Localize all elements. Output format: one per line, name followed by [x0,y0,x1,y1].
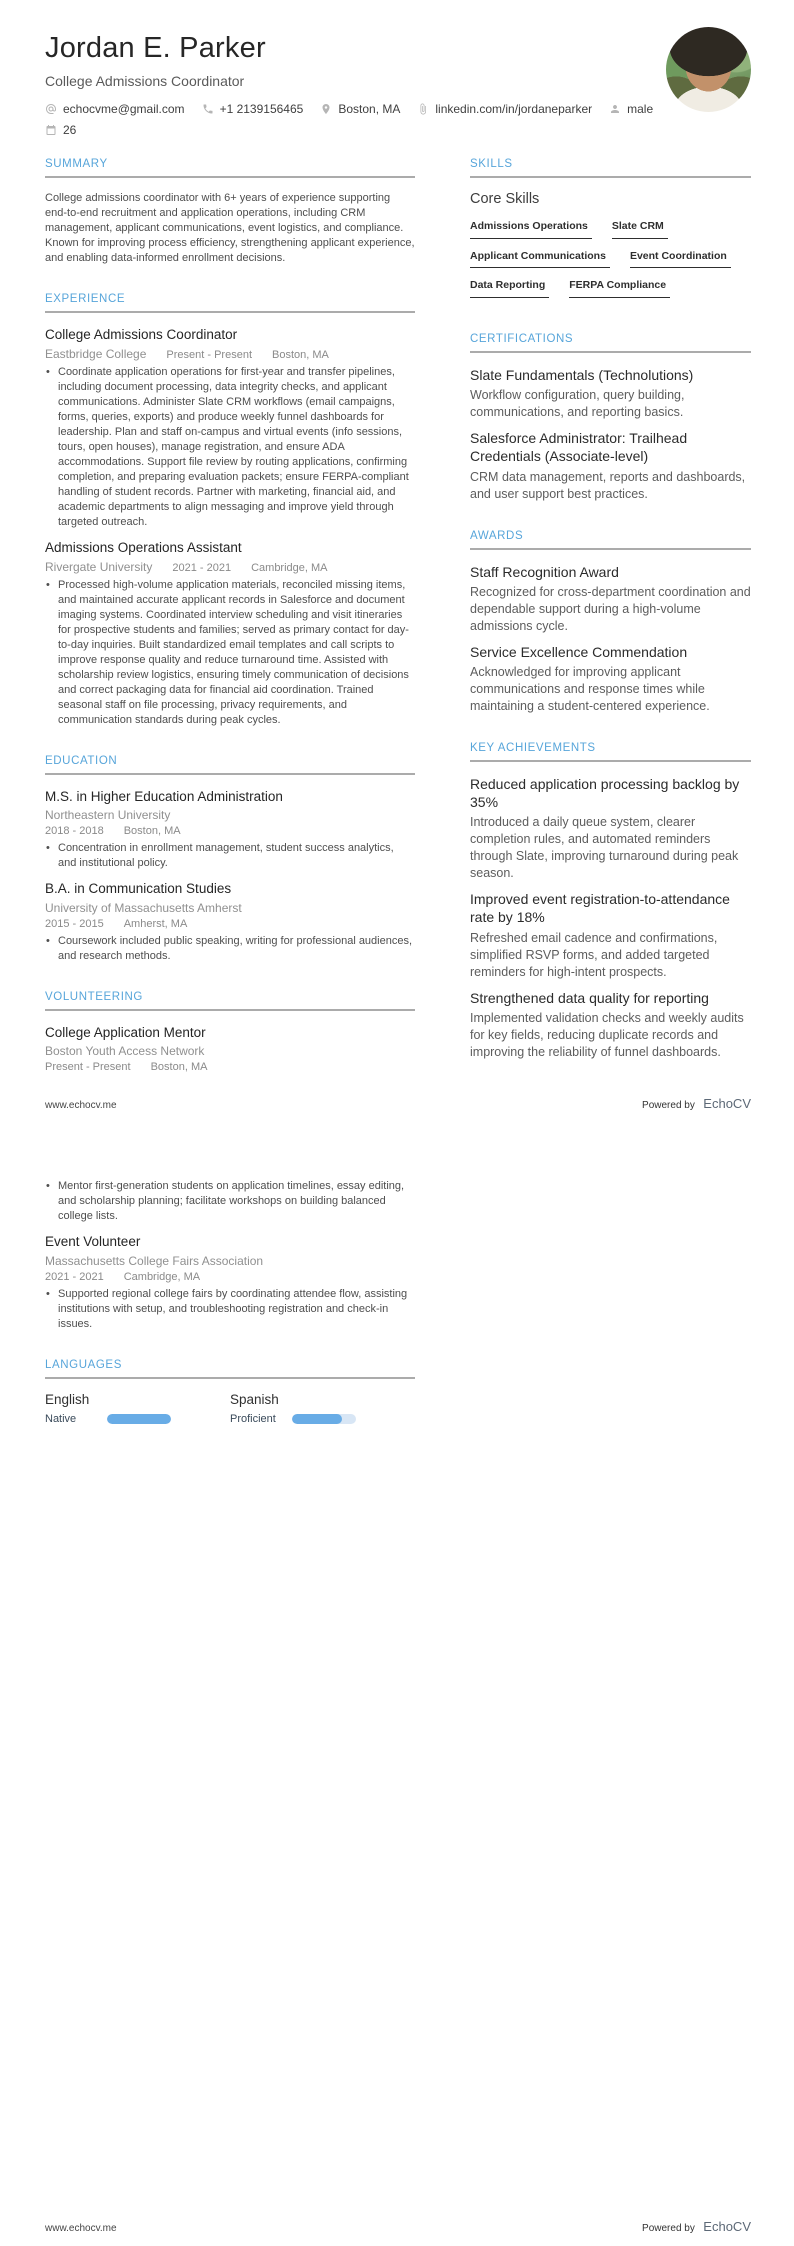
role-meta [45,1271,415,1283]
person-icon [609,103,621,115]
page-footer [45,2218,751,2236]
achievement-desc: Refreshed email cadence and confirmations, simplified RSVP forms, and added targeted reminders for high-intent prospects. [470,930,718,979]
contact-location [320,102,400,116]
skill-tag: Data Reporting [470,280,549,298]
degree-location: Boston, MA [123,825,181,838]
job-dates: Present - Present [166,348,252,361]
experience-entry [45,326,415,530]
contact-linkedin[interactable] [417,102,592,116]
role-title: Event Volunteer [45,1234,141,1249]
skill-tag: Event Coordination [630,251,731,269]
language-bar-fill [107,1414,171,1424]
contact-linkedin-text: linkedin.com/in/jordaneparker [435,102,593,117]
contact-email[interactable] [45,102,185,116]
section-awards [470,530,751,715]
role-dates: Present - Present [45,1061,131,1074]
achievement-item [470,775,751,882]
language-row [45,1413,211,1425]
job-bullet: • Processed high-volume application materials, reconciled missing items, and maintained accurate applicant records in Salesforce and document imaging systems. Coordinated interview scheduling and visit itineraries for prospective students and families; served as primary contact for day-to-day inquiries. Built standardized email templates and call scripts to improve response quality and reduce turnaround time. Assisted with scholarship review logistics, ensuring timely communication of decisions and correct packaging data for financial aid coordination. Trained seasonal staff on file processing, privacy requirements, and communication standards during peak cycles. [45,578,415,728]
site-link[interactable]: www.echocv.me [45,1100,117,1111]
org-name: Boston Youth Access Network [45,1044,205,1059]
contact-phone-text: +1 2139156465 [219,102,304,117]
section-rule [45,1377,415,1379]
section-heading-certifications: CERTIFICATIONS [470,332,574,345]
job-location: Boston, MA [272,348,329,361]
award-desc: Recognized for cross-department coordination and dependable support during a high-volume admissions cycle. [470,584,751,633]
degree-title: M.S. in Higher Education Administration [45,788,283,804]
job-bullet: • Coordinate application operations for first-year and transfer pipelines, including document processing, data integrity checks, and applicant communications. Administer Slate CRM workflows (email campaigns, forms, queries, exports) and produce weekly funnel dashboards for leadership. Plan and staff on-campus and virtual events (info sessions, tours, open houses), manage registration, and ensure ADA accommodations. Support file review by routing applications, confirming completion, and preparing evaluation packets; ensure FERPA-compliant handling of student records. Partner with marketing, financial aid, and academic departments to align messaging and improve yield through targeted outreach. [45,365,415,530]
page-2 [0,1123,794,2246]
achievement-desc: Introduced a daily queue system, clearer completion rules, and automated reminders through Slate, improving turnaround during peak season. [470,815,739,881]
award-item [470,643,751,715]
contact-row-1 [45,102,751,116]
person-job-title: College Admissions Coordinator [45,73,245,90]
role-location: Cambridge, MA [123,1270,201,1283]
section-heading-volunteering: VOLUNTEERING [45,990,143,1003]
job-title: Admissions Operations Assistant [45,539,242,555]
location-icon [320,103,332,115]
skill-tag: FERPA Compliance [569,280,670,298]
achievement-item [470,890,751,980]
language-item [45,1392,211,1425]
language-bar-track [292,1414,356,1424]
powered-by [642,2218,751,2236]
section-rule [470,351,751,353]
skill-tag: Slate CRM [612,221,668,239]
section-rule [470,176,751,178]
powered-by-text: Powered by [642,1100,695,1111]
language-bar-track [107,1414,171,1424]
person-name: Jordan E. Parker [45,32,266,64]
contact-gender [609,102,653,116]
calendar-icon [45,124,57,136]
achievement-name: Reduced application processing backlog by 35% [470,775,740,811]
certification-item [470,429,751,502]
job-dates: 2021 - 2021 [172,561,232,574]
school-name: Northeastern University [45,808,171,823]
section-heading-key-achievements: KEY ACHIEVEMENTS [470,741,596,754]
section-volunteering-continued [45,1179,415,1332]
language-name: Spanish [230,1391,279,1407]
degree-title: B.A. in Communication Studies [45,881,232,897]
section-heading-awards: AWARDS [470,529,524,542]
role-meta [45,1061,415,1073]
section-volunteering [45,991,415,1074]
echocv-brand[interactable]: EchoCV [703,2219,751,2234]
education-entry [45,880,415,964]
section-heading-skills: SKILLS [470,158,513,171]
volunteering-entry [45,1179,415,1224]
award-item [470,563,751,635]
award-desc: Acknowledged for improving applicant communications and response times while maintaining a student-centered experience. [470,664,710,713]
site-link[interactable]: www.echocv.me [45,2223,117,2234]
skill-group-title: Core Skills [470,191,540,208]
contact-email-text: echocvme@gmail.com [63,102,185,117]
left-column [45,1175,415,1452]
link-icon [417,103,429,115]
degree-bullet: • Concentration in enrollment management, student success analytics, and institutional policy. [45,841,415,871]
job-company: Rivergate University [45,559,153,574]
section-heading-education: EDUCATION [45,754,118,767]
section-key-achievements [470,742,751,1061]
page-2-columns [0,1123,794,1452]
job-title: College Admissions Coordinator [45,327,238,343]
phone-icon [202,103,214,115]
powered-by-text: Powered by [642,2223,695,2234]
contact-info [45,102,751,137]
award-name: Service Excellence Commendation [470,643,688,660]
section-rule [45,1009,415,1011]
section-rule [45,311,415,313]
email-icon [45,103,57,115]
right-column [470,1175,751,1452]
language-name: English [45,1391,90,1407]
job-meta [45,347,415,361]
experience-entry [45,539,415,728]
award-name: Staff Recognition Award [470,563,619,580]
language-level: Native [45,1412,77,1425]
section-summary [45,158,415,266]
degree-dates: 2018 - 2018 [45,825,104,838]
contact-age [45,123,76,137]
section-languages [45,1359,415,1425]
section-experience [45,293,415,727]
powered-by [642,1095,751,1113]
role-dates: 2021 - 2021 [45,1270,104,1283]
language-level: Proficient [230,1412,276,1425]
education-entry [45,788,415,872]
section-certifications [470,333,751,503]
section-rule [45,176,415,178]
role-bullet: • Supported regional college fairs by coordinating attendee flow, assisting institutions with setup, and troubleshooting registration and check-in issues. [45,1287,415,1332]
role-bullet: • Mentor first-generation students on application timelines, essay editing, and scholarship planning; facilitate workshops on building balanced college lists. [45,1179,415,1224]
volunteering-entry [45,1233,415,1332]
page-1-columns [0,158,794,1100]
achievement-name: Strengthened data quality for reporting [470,989,709,1006]
page-footer [45,1095,751,1113]
certification-name: Salesforce Administrator: Trailhead Credentials (Associate-level) [470,430,688,465]
achievement-desc: Implemented validation checks and weekly audits for key fields, reducing duplicate records and improving the reliability of funnel dashboards. [470,1010,744,1059]
job-meta [45,560,415,574]
certification-desc: CRM data management, reports and dashboards, and user support best practices. [470,469,746,501]
school-name: University of Massachusetts Amherst [45,900,242,915]
section-skills [470,158,751,306]
skill-tag: Admissions Operations [470,221,592,239]
degree-bullet: • Coursework included public speaking, writing for professional audiences, and research methods. [45,934,415,964]
skill-tags [470,217,751,306]
header [0,0,794,137]
contact-phone [202,102,304,116]
degree-meta [45,918,415,930]
skill-tag: Applicant Communications [470,251,610,269]
language-item [230,1392,396,1425]
right-column [470,158,751,1100]
role-title: College Application Mentor [45,1024,206,1040]
section-rule [470,760,751,762]
section-heading-summary: SUMMARY [45,158,108,171]
degree-location: Amherst, MA [123,917,188,930]
certification-item [470,366,751,421]
section-heading-languages: LANGUAGES [45,1358,122,1371]
contact-age-text: 26 [63,123,77,138]
achievement-name: Improved event registration-to-attendance rate by 18% [470,891,730,926]
section-rule [470,548,751,550]
certification-desc: Workflow configuration, query building, communications, and reporting basics. [470,388,685,420]
contact-row-2 [45,123,751,137]
volunteering-entry [45,1024,415,1074]
section-education [45,755,415,964]
contact-location-text: Boston, MA [338,102,401,117]
echocv-brand[interactable]: EchoCV [703,1096,751,1111]
degree-meta [45,825,415,837]
summary-text: College admissions coordinator with 6+ years of experience supporting end-to-end recruitment and application operations, including CRM management, applicant communications, event logistics, and compliance. Known for improving process efficiency, strengthening applicant experience, and enabling data-informed enrollment decisions. [45,192,415,265]
job-company: Eastbridge College [45,346,147,361]
contact-gender-text: male [627,102,654,117]
language-row [230,1413,396,1425]
degree-dates: 2015 - 2015 [45,917,104,930]
language-bar-fill [292,1414,342,1424]
profile-photo [666,27,751,112]
section-rule [45,773,415,775]
language-grid [45,1392,415,1425]
certification-name: Slate Fundamentals (Technolutions) [470,366,694,383]
job-location: Cambridge, MA [251,561,328,574]
achievement-item [470,989,751,1061]
section-heading-experience: EXPERIENCE [45,293,126,306]
left-column [45,158,415,1100]
org-name: Massachusetts College Fairs Association [45,1253,264,1268]
role-location: Boston, MA [150,1061,208,1074]
